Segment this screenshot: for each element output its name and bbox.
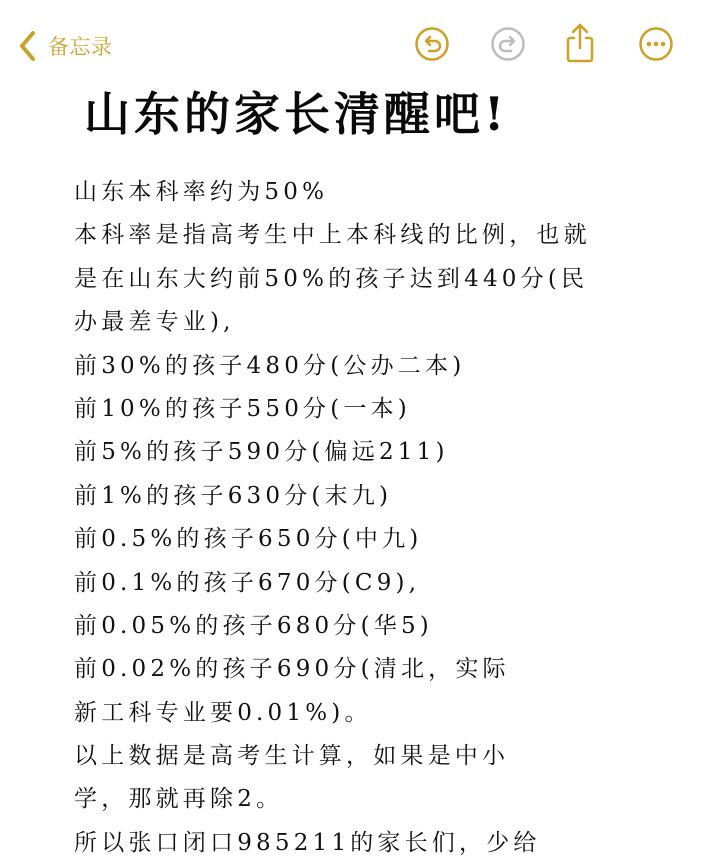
note-title: 山东的家长清醒吧! [84,87,509,141]
note-line: 所以张口闭口985211的家长们，少给 [74,829,541,856]
undo-icon [414,26,450,62]
note-line: 前1%的孩子630分(末九) [74,482,393,509]
note-line: 前10%的孩子550分(一本) [74,395,411,422]
note-line: 是在山东大约前50%的孩子达到440分(民 [74,265,589,292]
more-icon [638,26,674,62]
note-line: 前5%的孩子590分(偏远211) [74,439,449,466]
note-line: 学，那就再除2。 [74,786,284,813]
note-line: 前0.02%的孩子690分(清北，实际 [74,656,510,683]
note-line: 山东本科率约为50% [74,179,329,205]
top-toolbar [0,0,720,92]
more-button[interactable] [638,26,674,62]
note-line: 新工科专业要0.01%)。 [74,699,372,726]
chevron-left-icon [18,30,38,62]
redo-button[interactable] [490,26,526,62]
share-icon [562,22,598,64]
note-line: 以上数据是高考生计算，如果是中小 [74,743,510,770]
note-line: 前0.1%的孩子670分(C9), [74,569,421,596]
back-label: 备忘录 [48,35,113,59]
undo-button[interactable] [414,26,450,62]
note-line: 前30%的孩子480分(公办二本) [74,352,466,379]
back-button[interactable] [18,28,113,64]
note-line: 前0.05%的孩子680分(华5) [74,612,433,639]
note-line: 办最差专业), [74,309,235,336]
note-line: 前0.5%的孩子650分(中九) [74,526,423,553]
note-line: 本科率是指高考生中上本科线的比例，也就 [74,222,591,249]
redo-icon [490,26,526,62]
share-button[interactable] [562,22,598,64]
note-body[interactable] [74,171,674,864]
